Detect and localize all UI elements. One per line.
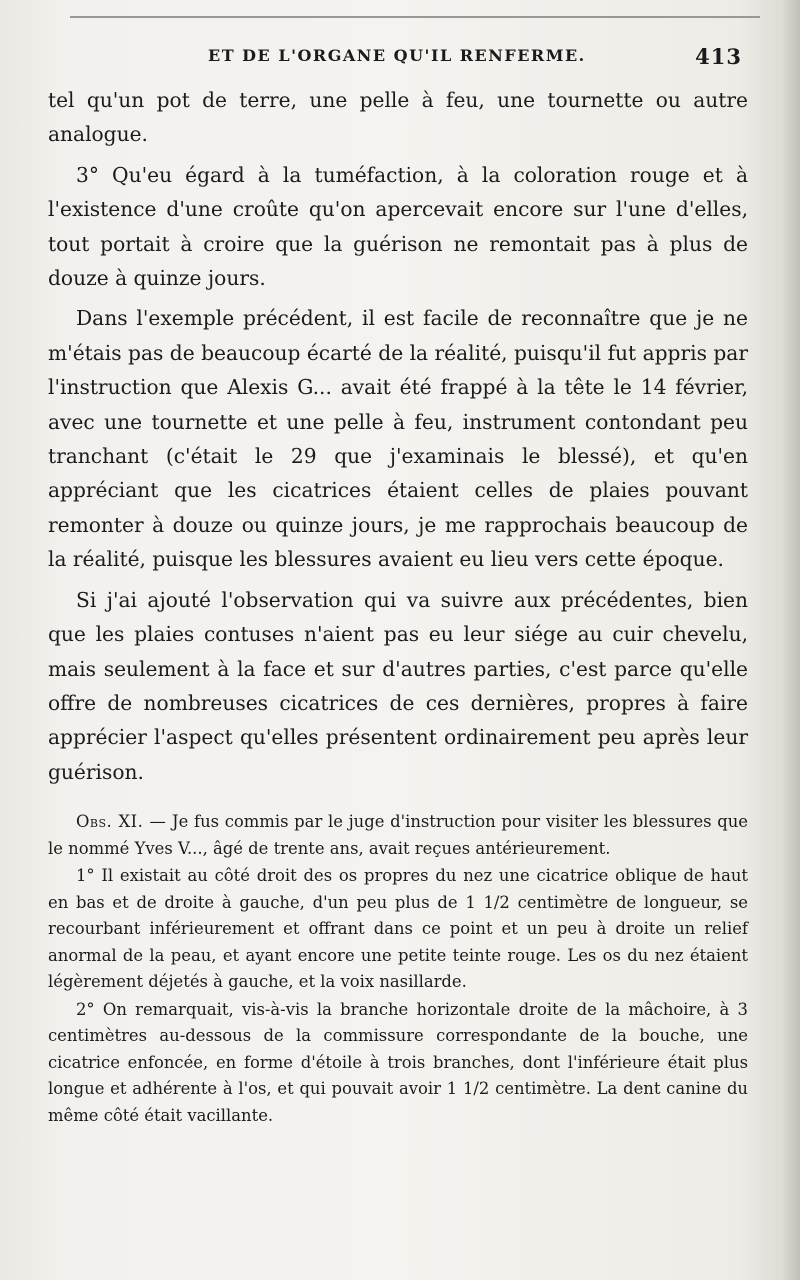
body-text bbox=[48, 83, 748, 1129]
observation-section bbox=[48, 809, 748, 1129]
main-text bbox=[48, 83, 748, 789]
running-head: ET DE L'ORGANE QU'IL RENFERME. bbox=[208, 46, 586, 65]
paragraph-transition: Si j'ai ajouté l'observation qui va suivre aux précédentes, bien que les plaies contuses n'aient pas eu leur siége au cuir chevelu, mais seulement à la face et sur d'autres parties, c'est parce qu'elle offre de nombreuses cicatrices de ces dernières, propres à faire apprécier l'aspect qu'elles présentent ordinairement peu après leur guérison. bbox=[48, 587, 748, 784]
paragraph-discussion: Dans l'exemple précédent, il est facile de reconnaître que je ne m'étais pas de beaucoup écarté de la réalité, puisqu'il fut appris par l'instruction que Alexis G... avait été frappé à la tête le 14 février, avec une tournette et une pelle à feu, instrument contondant peu tranchant (c'était le 29 que j'examinais le blessé), et qu'en appréciant que les cicatrices étaient celles de plaies pouvant remonter à douze ou quinze jours, je me rapprochais beaucoup de la réalité, puisque les blessures avaient eu lieu vers cette époque. bbox=[48, 306, 748, 572]
observation-point-1: 1° Il existait au côté droit des os propres du nez une cicatrice oblique de haut en bas et de droite à gauche, d'un peu plus de 1 1/2 centimètre de longueur, se recourbant inférieurement et offrant dans ce point et un peu à droite un relief anormal de la peau, et ayant encore une petite teinte rouge. Les os du nez étaient légèrement déjetés à gauche, et la voix nasillarde. bbox=[48, 866, 748, 992]
paragraph-point-3: 3° Qu'eu égard à la tuméfaction, à la coloration rouge et à l'existence d'une croûte qu'on apercevait encore sur l'une d'elles, tout portait à croire que la guérison ne remontait pas à plus de douze à quinze jours. bbox=[48, 162, 748, 291]
observation-point-2: 2° On remarquait, vis-à-vis la branche horizontale droite de la mâchoire, à 3 centimètres au-dessous de la commissure correspondante de la bouche, une cicatrice enfoncée, en forme d'étoile à trois branches, dont l'inférieure était plus longue et adhérente à l'os, et qui pouvait avoir 1 1/2 centimètre. La dent canine du même côté était vacillante. bbox=[48, 999, 748, 1125]
observation-intro bbox=[48, 809, 748, 862]
observation-label: Obs. XI. — bbox=[76, 812, 167, 832]
paragraph-continuation: tel qu'un pot de terre, une pelle à feu, une tournette ou autre analogue. bbox=[48, 88, 748, 147]
page-edge-shadow bbox=[782, 0, 800, 1280]
page-header bbox=[48, 44, 742, 74]
page-number: 413 bbox=[695, 44, 742, 69]
observation-intro-text: Je fus commis par le juge d'instruction pour visiter les blessures que le nommé Yves V..., âgé de trente ans, avait reçues antérieurement. bbox=[48, 812, 748, 858]
top-rule bbox=[70, 16, 760, 18]
